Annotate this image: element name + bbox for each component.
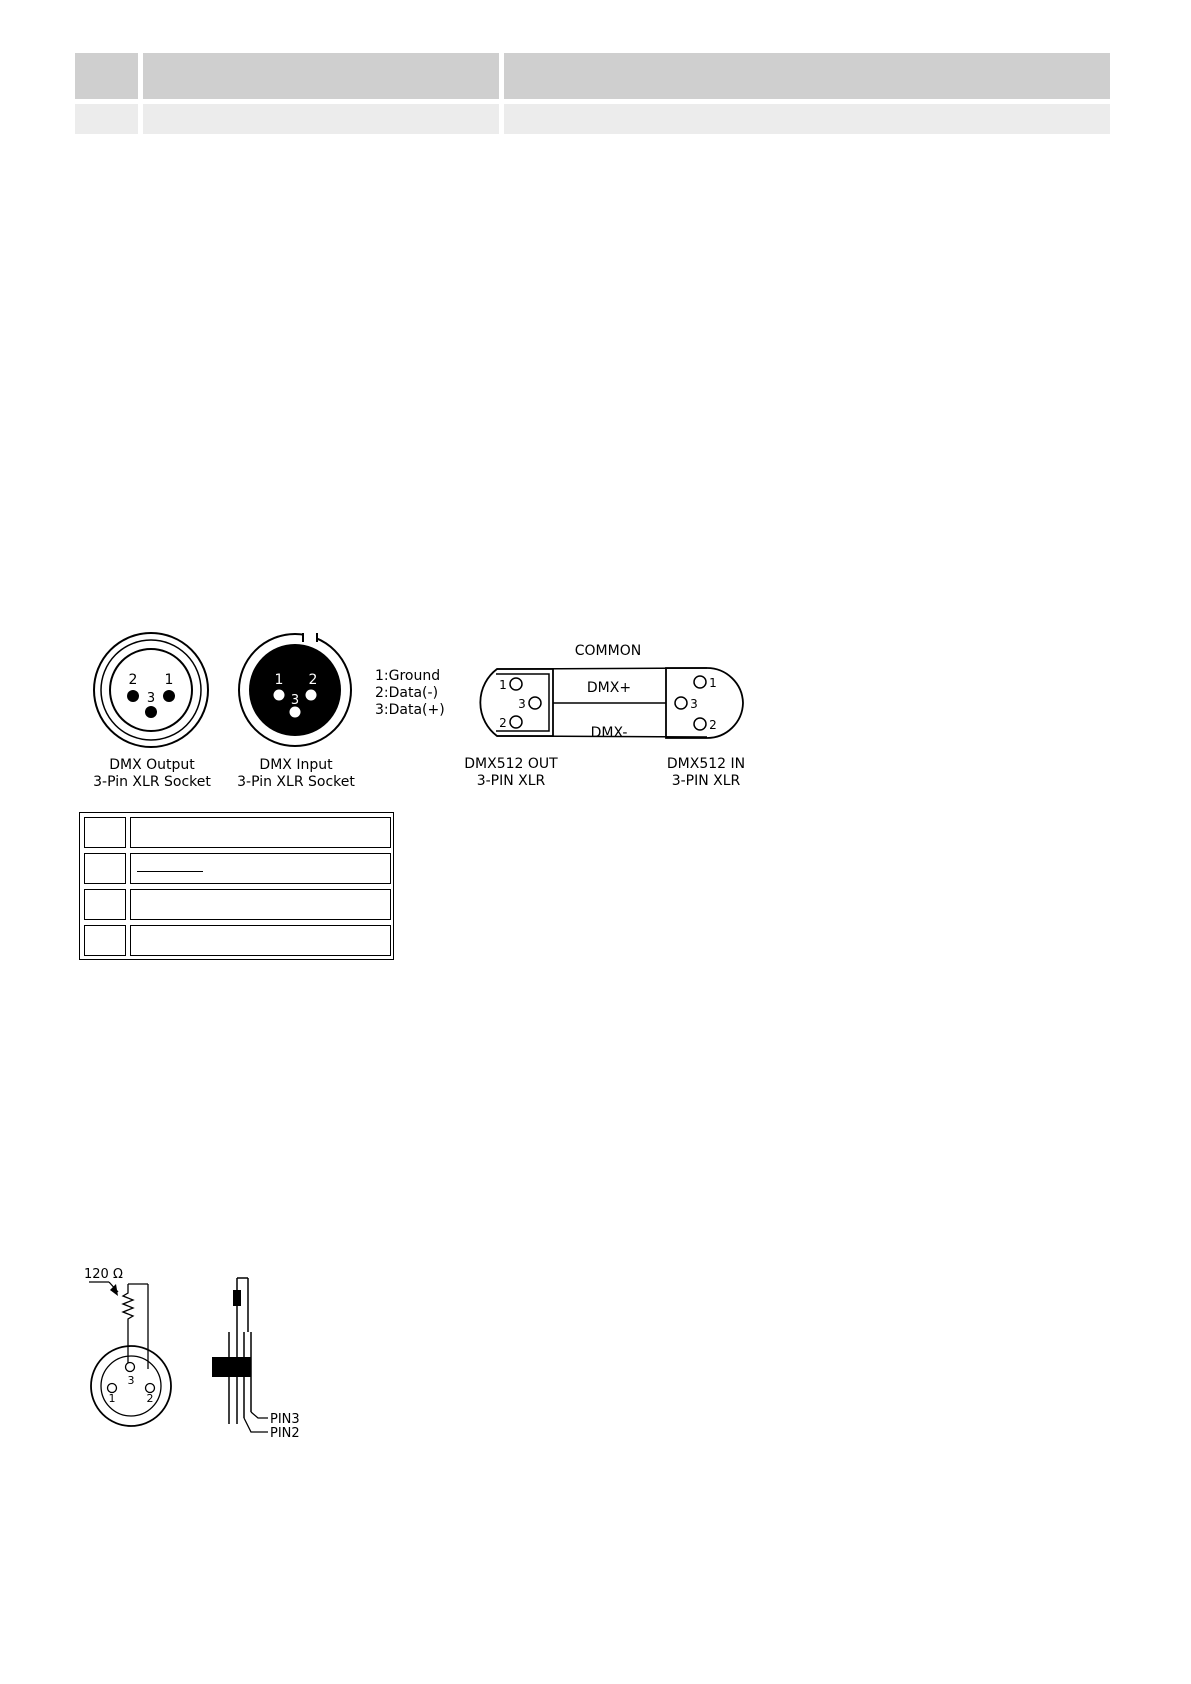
dmx-minus-label: DMX- bbox=[590, 725, 628, 741]
pin-number: 3 bbox=[518, 697, 526, 711]
pin bbox=[306, 690, 317, 701]
pin-number: 2 bbox=[146, 1392, 154, 1405]
pin-number: 1 bbox=[709, 676, 717, 690]
resistor-body bbox=[233, 1290, 241, 1306]
pin-table bbox=[79, 812, 394, 960]
pin-legend bbox=[375, 668, 445, 718]
pin-hole bbox=[126, 1363, 135, 1372]
pin-hole bbox=[675, 697, 687, 709]
resistor-zigzag bbox=[123, 1284, 133, 1363]
pin-hole bbox=[694, 718, 706, 730]
dmx-input-subtitle: 3-Pin XLR Socket bbox=[237, 774, 355, 790]
terminator-plug-diagram bbox=[84, 1267, 171, 1426]
resistor-label: 120 Ω bbox=[84, 1267, 123, 1282]
common-label: COMMON bbox=[574, 643, 642, 659]
table-row bbox=[84, 853, 392, 884]
pin-number: 3 bbox=[690, 697, 698, 711]
pin-number: 1 bbox=[499, 678, 507, 692]
pin-number: 1 bbox=[108, 1392, 116, 1405]
table-cell bbox=[130, 925, 391, 956]
underline bbox=[137, 871, 203, 872]
out-plug-body bbox=[480, 669, 553, 736]
table-cell bbox=[130, 817, 391, 848]
pin-number: 1 bbox=[164, 672, 174, 688]
table-cell bbox=[84, 853, 126, 884]
table-row bbox=[84, 925, 392, 956]
pin-number: 2 bbox=[308, 672, 318, 688]
pin3-label: PIN3 bbox=[270, 1412, 300, 1427]
dmx-output-socket bbox=[94, 633, 208, 747]
legend-data-minus: 2:Data(-) bbox=[375, 685, 439, 701]
table-cell bbox=[84, 817, 126, 848]
terminator-side-view bbox=[212, 1278, 300, 1441]
dmx512-out-subtitle: 3-PIN XLR bbox=[476, 773, 546, 789]
table-row bbox=[84, 889, 392, 920]
dmx-plus-label: DMX+ bbox=[586, 680, 632, 696]
pin-hole bbox=[127, 690, 139, 702]
pin bbox=[274, 690, 285, 701]
pin-hole bbox=[510, 716, 522, 728]
table-cell bbox=[84, 889, 126, 920]
dmx-output-title: DMX Output bbox=[109, 757, 195, 773]
dmx-output-subtitle: 3-Pin XLR Socket bbox=[93, 774, 211, 790]
pin bbox=[290, 707, 301, 718]
heat-shrink bbox=[212, 1357, 251, 1377]
table-cell bbox=[130, 889, 391, 920]
dmx-input-title: DMX Input bbox=[259, 757, 333, 773]
pin-number: 2 bbox=[499, 716, 507, 730]
dmx512-in-title: DMX512 IN bbox=[666, 756, 746, 772]
socket-key bbox=[303, 632, 317, 642]
dmx-wiring-diagram bbox=[464, 643, 745, 789]
pin-number: 3 bbox=[290, 693, 300, 708]
table-row bbox=[84, 817, 392, 848]
legend-data-plus: 3:Data(+) bbox=[375, 702, 445, 718]
pin-hole bbox=[694, 676, 706, 688]
dmx512-out-title: DMX512 OUT bbox=[464, 756, 558, 772]
legend-ground: 1:Ground bbox=[375, 668, 441, 684]
pin-hole bbox=[145, 706, 157, 718]
dmx-input-socket bbox=[239, 632, 351, 746]
pin-number: 1 bbox=[274, 672, 284, 688]
arrow-icon bbox=[110, 1284, 118, 1296]
common-wire bbox=[497, 668, 707, 669]
pin-hole bbox=[529, 697, 541, 709]
pin-hole bbox=[510, 678, 522, 690]
pin-number: 3 bbox=[127, 1374, 135, 1387]
pin2-label: PIN2 bbox=[270, 1426, 300, 1441]
table-cell bbox=[84, 925, 126, 956]
pin-number: 2 bbox=[709, 718, 717, 732]
table-cell bbox=[130, 853, 391, 884]
pin-number: 2 bbox=[128, 672, 138, 688]
pin-number: 3 bbox=[146, 691, 156, 706]
pin-hole bbox=[163, 690, 175, 702]
dmx512-in-subtitle: 3-PIN XLR bbox=[671, 773, 741, 789]
